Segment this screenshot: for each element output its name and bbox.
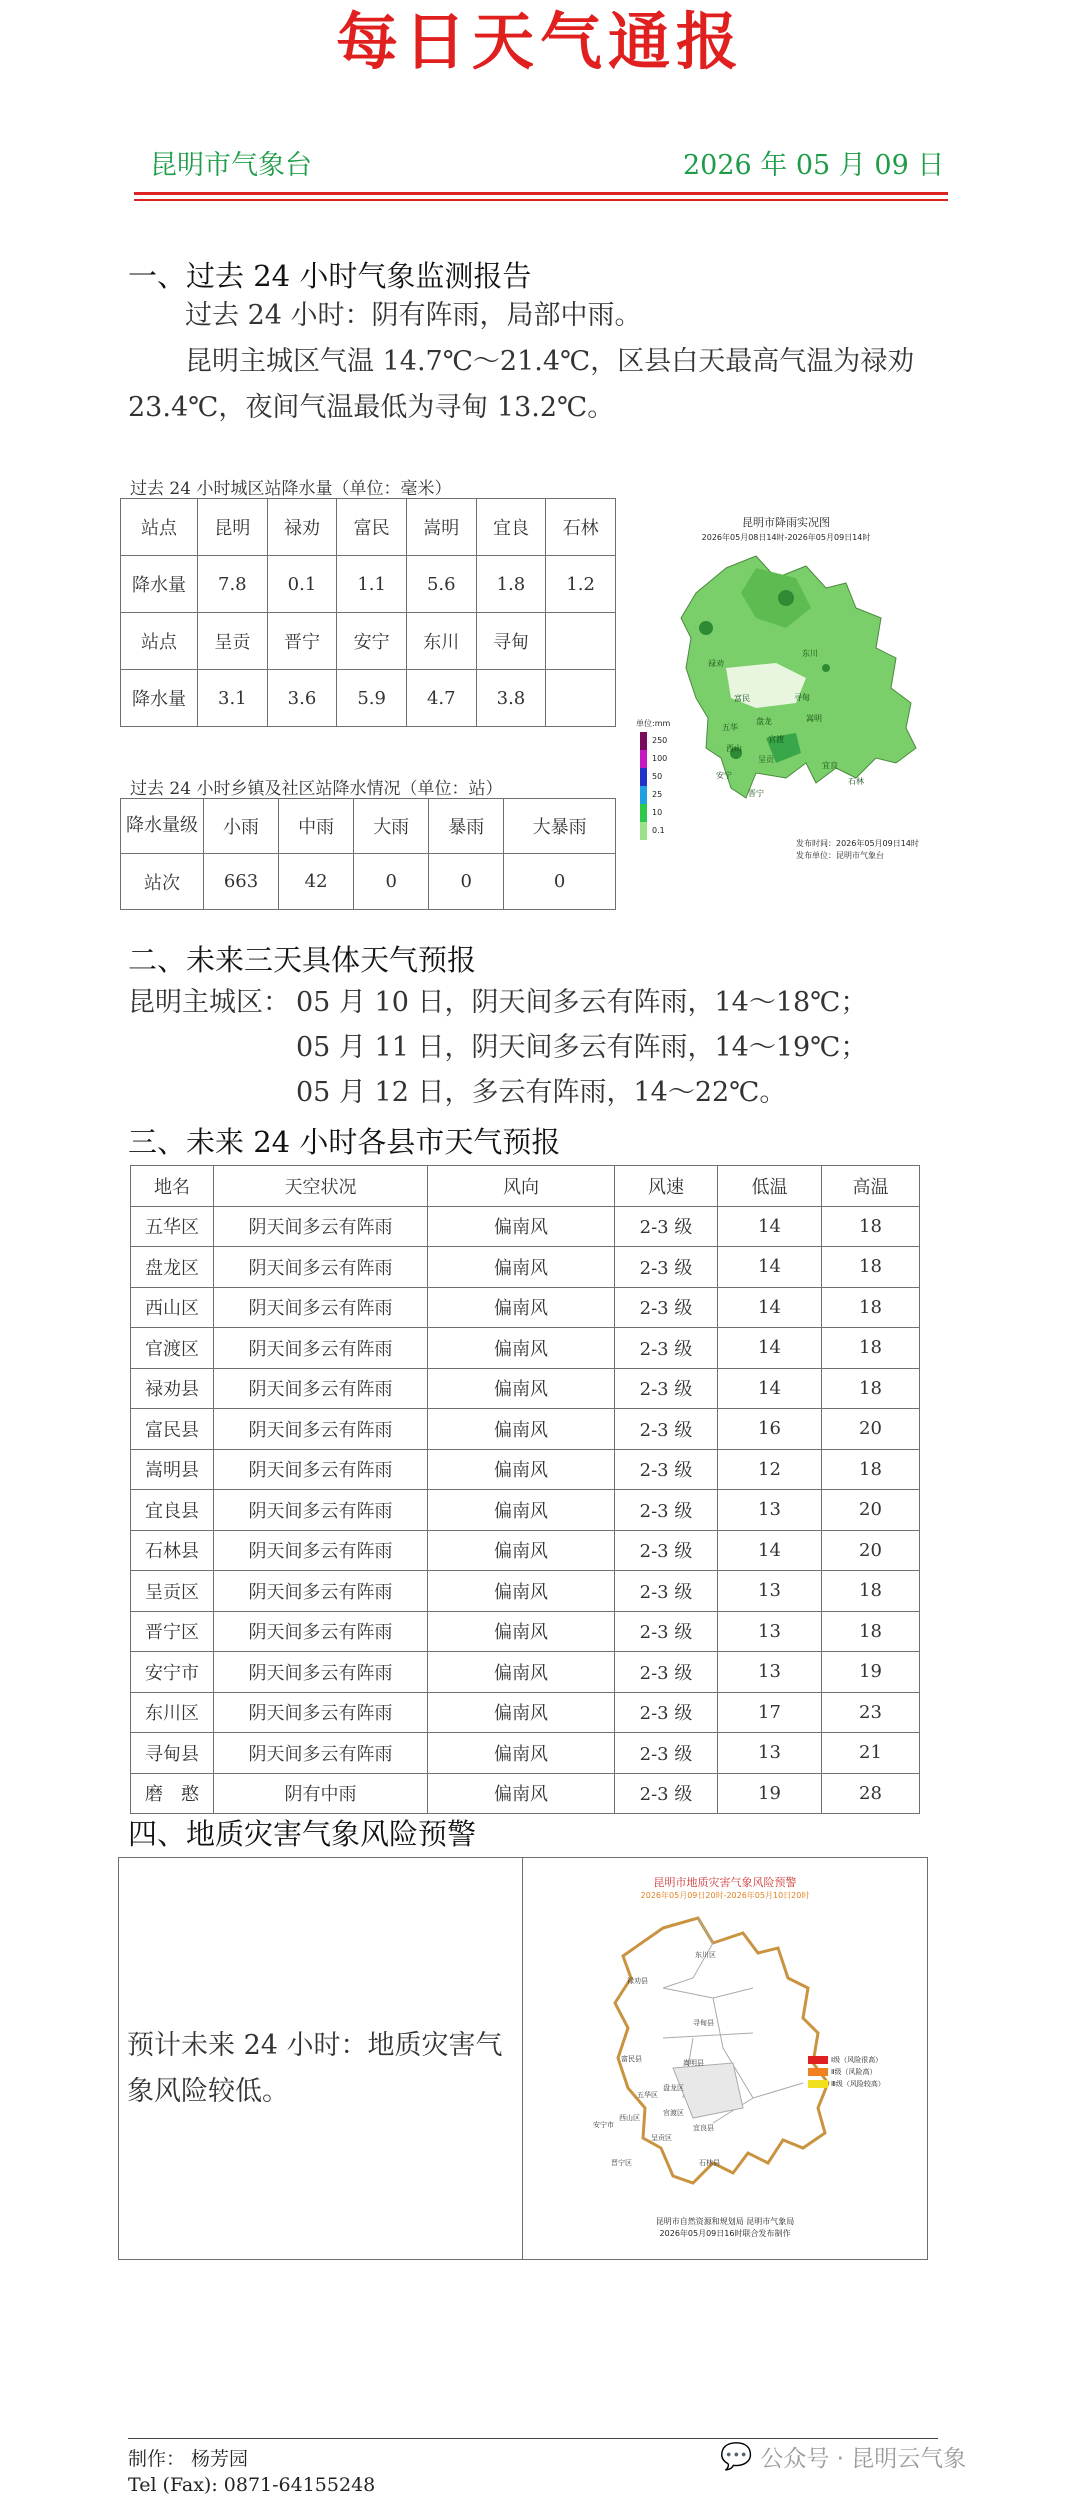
column-header: 天空状况	[214, 1166, 428, 1207]
table-cell: 磨 憨	[131, 1773, 214, 1814]
table-cell: 2-3 级	[615, 1206, 718, 1247]
hazard-text-line2: 象风险较低。	[127, 2076, 289, 2107]
grade-header-text: 降水量级	[126, 815, 198, 836]
station-cell: 石林	[546, 499, 616, 556]
table-cell: 14	[718, 1368, 822, 1409]
table-row	[131, 1368, 920, 1409]
table-cell: 五华区	[131, 1206, 214, 1247]
table-cell: 阴天间多云有阵雨	[214, 1409, 428, 1450]
table-cell: 14	[718, 1247, 822, 1288]
table-cell: 西山区	[131, 1287, 214, 1328]
hazard-box	[118, 1857, 928, 2260]
table-cell: 2-3 级	[615, 1611, 718, 1652]
wechat-icon: 💬	[720, 2441, 753, 2472]
table-cell: 偏南风	[428, 1611, 615, 1652]
column-header: 风速	[615, 1166, 718, 1207]
grade-table-caption: 过去 24 小时乡镇及社区站降水情况（单位：站）	[130, 779, 503, 799]
table-cell: 23	[822, 1692, 920, 1733]
table-cell: 阴有中雨	[214, 1773, 428, 1814]
table-cell: 19	[718, 1773, 822, 1814]
hazard-place-label: 安宁市	[593, 2121, 614, 2129]
table-cell: 12	[718, 1449, 822, 1490]
table-cell: 2-3 级	[615, 1287, 718, 1328]
header-rule-thin	[134, 199, 948, 201]
count-cell: 0	[354, 854, 429, 910]
table-cell: 晋宁区	[131, 1611, 214, 1652]
table-cell: 14	[718, 1206, 822, 1247]
table-cell: 2-3 级	[615, 1409, 718, 1450]
table-cell: 偏南风	[428, 1652, 615, 1693]
table-row	[131, 1692, 920, 1733]
rain-map-issuer: 发布单位：昆明市气象台	[796, 851, 884, 860]
report-date: 2026 年 05 月 09 日	[683, 150, 945, 181]
station-cell: 寻甸	[476, 613, 546, 670]
table-cell: 2-3 级	[615, 1773, 718, 1814]
county-forecast-table	[130, 1165, 920, 1814]
map-place-label: 禄劝	[708, 659, 724, 668]
table-row	[131, 1571, 920, 1612]
column-header: 地名	[131, 1166, 214, 1207]
precip-table	[120, 498, 616, 727]
table-cell: 阴天间多云有阵雨	[214, 1530, 428, 1571]
table-cell: 14	[718, 1328, 822, 1369]
rain-map	[636, 508, 936, 880]
hazard-place-label: 禄劝县	[627, 1977, 648, 1985]
station-cell	[546, 613, 616, 670]
value-cell: 0.1	[267, 556, 337, 613]
hazard-text-line1: 预计未来 24 小时：地质灾害气	[127, 2030, 503, 2061]
table-cell: 28	[822, 1773, 920, 1814]
station-cell: 东川	[406, 613, 476, 670]
legend-label: 25	[652, 790, 663, 799]
table-cell: 阴天间多云有阵雨	[214, 1490, 428, 1531]
table-row	[131, 1206, 920, 1247]
footer-tel: Tel (Fax): 0871-64155248	[128, 2474, 376, 2496]
legend-label: 10	[652, 808, 663, 817]
station-cell: 安宁	[337, 613, 407, 670]
table-cell: 20	[822, 1490, 920, 1531]
table-cell: 13	[718, 1733, 822, 1774]
map-place-label: 东川	[802, 649, 818, 658]
rain-legend-unit: 单位:mm	[636, 719, 671, 728]
table-row	[131, 1611, 920, 1652]
hazard-place-label: 呈贡区	[651, 2134, 672, 2142]
table-cell: 13	[718, 1652, 822, 1693]
watermark	[720, 2440, 966, 2473]
table-cell: 偏南风	[428, 1530, 615, 1571]
table-cell: 14	[718, 1287, 822, 1328]
column-header: 高温	[822, 1166, 920, 1207]
grade-cell: 大暴雨	[504, 799, 616, 854]
rain-map-issue-time: 发布时间：2026年05月09日14时	[796, 839, 919, 848]
column-header: 低温	[718, 1166, 822, 1207]
table-cell: 呈贡区	[131, 1571, 214, 1612]
table-cell: 2-3 级	[615, 1449, 718, 1490]
table-cell: 2-3 级	[615, 1368, 718, 1409]
table-cell: 2-3 级	[615, 1530, 718, 1571]
value-cell: 5.6	[406, 556, 476, 613]
hazard-place-label: 寻甸县	[693, 2019, 714, 2027]
table-row	[131, 1490, 920, 1531]
table-cell: 偏南风	[428, 1368, 615, 1409]
table-cell: 阴天间多云有阵雨	[214, 1692, 428, 1733]
table-cell: 阴天间多云有阵雨	[214, 1287, 428, 1328]
table-cell: 偏南风	[428, 1206, 615, 1247]
table-cell: 2-3 级	[615, 1652, 718, 1693]
hazard-place-label: 石林县	[699, 2159, 720, 2167]
table-cell: 2-3 级	[615, 1247, 718, 1288]
county-forecast-rows	[131, 1206, 920, 1814]
table-cell: 17	[718, 1692, 822, 1733]
forecast-line: 05 月 12 日，多云有阵雨，14～22℃。	[296, 1077, 787, 1108]
table-cell: 禄劝县	[131, 1368, 214, 1409]
table-row	[131, 1287, 920, 1328]
table-cell: 富民县	[131, 1409, 214, 1450]
row-label: 降水量	[121, 556, 198, 613]
table-cell: 18	[822, 1571, 920, 1612]
table-cell: 20	[822, 1530, 920, 1571]
table-cell: 寻甸县	[131, 1733, 214, 1774]
value-cell: 4.7	[406, 670, 476, 727]
map-place-label: 西山	[726, 744, 742, 753]
table-cell: 偏南风	[428, 1692, 615, 1733]
table-cell: 阴天间多云有阵雨	[214, 1368, 428, 1409]
grade-cell: 大雨	[354, 799, 429, 854]
table-cell: 18	[822, 1247, 920, 1288]
hazard-place-label: 宜良县	[693, 2124, 714, 2132]
watermark-text: 公众号 · 昆明云气象	[760, 2446, 967, 2472]
table-cell: 偏南风	[428, 1247, 615, 1288]
hazard-map-period: 2026年05月09日20时-2026年05月10日20时	[640, 1891, 810, 1900]
table-cell: 16	[718, 1409, 822, 1450]
table-cell: 偏南风	[428, 1490, 615, 1531]
value-cell: 1.1	[337, 556, 407, 613]
agency-name: 昆明市气象台	[150, 150, 312, 181]
station-cell: 宜良	[476, 499, 546, 556]
table-cell: 20	[822, 1409, 920, 1450]
count-cell: 0	[504, 854, 616, 910]
map-place-label: 盘龙	[756, 717, 772, 726]
table-cell: 13	[718, 1571, 822, 1612]
table-cell: 阴天间多云有阵雨	[214, 1652, 428, 1693]
hazard-place-label: 东川区	[695, 1951, 716, 1959]
hazard-map-footer-a: 昆明市自然资源和规划局 昆明市气象局	[655, 2217, 795, 2226]
table-row	[131, 1733, 920, 1774]
table-cell: 偏南风	[428, 1409, 615, 1450]
table-cell: 偏南风	[428, 1773, 615, 1814]
hazard-place-label: 富民县	[621, 2055, 642, 2063]
precip-table-caption: 过去 24 小时城区站降水量（单位：毫米）	[130, 479, 452, 499]
hazard-map	[523, 1858, 927, 2259]
table-cell: 2-3 级	[615, 1692, 718, 1733]
forecast-line: 05 月 10 日，阴天间多云有阵雨，14～18℃；	[296, 987, 868, 1018]
station-cell: 晋宁	[267, 613, 337, 670]
section1-summary: 过去 24 小时：阴有阵雨，局部中雨。	[185, 300, 642, 331]
row-label: 站点	[121, 499, 198, 556]
value-cell: 1.2	[546, 556, 616, 613]
rain-map-labels	[636, 508, 936, 880]
section1-temp-line1: 昆明主城区气温 14.7℃～21.4℃，区县白天最高气温为禄劝	[185, 346, 915, 377]
value-cell	[546, 670, 616, 727]
table-row	[131, 1773, 920, 1814]
hazard-place-label: 晋宁区	[611, 2159, 632, 2167]
table-cell: 阴天间多云有阵雨	[214, 1611, 428, 1652]
grade-cell: 中雨	[279, 799, 354, 854]
table-row	[131, 1530, 920, 1571]
row-label: 站点	[121, 613, 198, 670]
section1-heading: 一、过去 24 小时气象监测报告	[128, 259, 532, 293]
table-row	[131, 1328, 920, 1369]
table-cell: 阴天间多云有阵雨	[214, 1247, 428, 1288]
hazard-legend-label: Ⅰ级（风险很高）	[831, 2056, 883, 2064]
table-cell: 18	[822, 1328, 920, 1369]
header-rule	[134, 192, 948, 195]
map-place-label: 富民	[734, 694, 750, 703]
table-cell: 偏南风	[428, 1287, 615, 1328]
grade-cell: 暴雨	[429, 799, 504, 854]
hazard-legend-label: Ⅲ级（风险较高）	[831, 2080, 885, 2088]
map-place-label: 呈贡	[758, 755, 774, 764]
table-cell: 18	[822, 1368, 920, 1409]
table-cell: 偏南风	[428, 1571, 615, 1612]
map-place-label: 晋宁	[748, 789, 764, 798]
table-cell: 13	[718, 1611, 822, 1652]
map-place-label: 石林	[848, 777, 864, 786]
table-cell: 2-3 级	[615, 1571, 718, 1612]
table-cell: 偏南风	[428, 1449, 615, 1490]
table-row	[131, 1409, 920, 1450]
map-place-label: 寻甸	[794, 693, 810, 702]
hazard-legend-label: Ⅱ级（风险高）	[831, 2068, 877, 2076]
legend-label: 50	[652, 772, 663, 781]
station-cell: 昆明	[198, 499, 268, 556]
grade-cell: 小雨	[204, 799, 279, 854]
station-cell: 呈贡	[198, 613, 268, 670]
section2-heading: 二、未来三天具体天气预报	[128, 943, 477, 977]
map-place-label: 五华	[722, 723, 738, 732]
count-cell: 0	[429, 854, 504, 910]
hazard-place-label: 嵩明县	[683, 2059, 704, 2067]
table-cell: 东川区	[131, 1692, 214, 1733]
footer-rule	[128, 2438, 938, 2439]
table-cell: 2-3 级	[615, 1490, 718, 1531]
table-cell: 安宁市	[131, 1652, 214, 1693]
table-cell: 14	[718, 1530, 822, 1571]
count-cell: 663	[204, 854, 279, 910]
table-cell: 阴天间多云有阵雨	[214, 1571, 428, 1612]
hazard-place-label: 盘龙区	[663, 2084, 684, 2092]
grade-table	[120, 798, 616, 910]
value-cell: 3.8	[476, 670, 546, 727]
table-cell: 2-3 级	[615, 1328, 718, 1369]
table-cell: 18	[822, 1449, 920, 1490]
map-place-label: 嵩明	[806, 714, 822, 723]
value-cell: 5.9	[337, 670, 407, 727]
map-place-label: 官渡	[768, 735, 784, 744]
table-cell: 官渡区	[131, 1328, 214, 1369]
section1-temp-line2: 23.4℃，夜间气温最低为寻甸 13.2℃。	[128, 392, 615, 423]
page-title: 每日天气通报	[335, 5, 744, 78]
value-cell: 3.6	[267, 670, 337, 727]
table-cell: 阴天间多云有阵雨	[214, 1733, 428, 1774]
hazard-place-label: 官渡区	[663, 2109, 684, 2117]
legend-label: 0.1	[652, 826, 665, 835]
table-row	[131, 1652, 920, 1693]
value-cell: 7.8	[198, 556, 268, 613]
table-row	[131, 1247, 920, 1288]
hazard-place-label: 五华区	[637, 2091, 658, 2099]
value-cell: 3.1	[198, 670, 268, 727]
rain-map-period: 2026年05月08日14时-2026年05月09日14时	[701, 533, 871, 542]
hazard-map-footer-b: 2026年05月09日16时联合发布制作	[659, 2229, 791, 2238]
table-cell: 18	[822, 1611, 920, 1652]
table-cell: 21	[822, 1733, 920, 1774]
hazard-map-labels	[523, 1858, 927, 2259]
table-cell: 18	[822, 1206, 920, 1247]
map-place-label: 安宁	[716, 771, 732, 780]
map-place-label: 宜良	[822, 761, 838, 770]
table-cell: 19	[822, 1652, 920, 1693]
section3-heading: 三、未来 24 小时各县市天气预报	[128, 1125, 561, 1159]
table-cell: 宜良县	[131, 1490, 214, 1531]
footer-maker: 制作： 杨芳园	[128, 2448, 249, 2470]
value-cell: 1.8	[476, 556, 546, 613]
table-cell: 偏南风	[428, 1328, 615, 1369]
legend-label: 250	[652, 736, 668, 745]
row-label: 站次	[121, 854, 204, 910]
hazard-place-label: 西山区	[619, 2114, 640, 2122]
rain-map-title: 昆明市降雨实况图	[742, 516, 830, 529]
table-cell: 13	[718, 1490, 822, 1531]
row-label: 降水量	[121, 670, 198, 727]
table-cell: 嵩明县	[131, 1449, 214, 1490]
count-cell: 42	[279, 854, 354, 910]
hazard-map-title: 昆明市地质灾害气象风险预警	[653, 1876, 797, 1889]
station-cell: 禄劝	[267, 499, 337, 556]
forecast-prefix: 昆明主城区：	[128, 987, 290, 1018]
table-cell: 阴天间多云有阵雨	[214, 1449, 428, 1490]
column-header: 风向	[428, 1166, 615, 1207]
station-cell: 富民	[337, 499, 407, 556]
table-cell: 偏南风	[428, 1733, 615, 1774]
table-cell: 石林县	[131, 1530, 214, 1571]
forecast-line: 05 月 11 日，阴天间多云有阵雨，14～19℃；	[296, 1032, 868, 1063]
table-cell: 阴天间多云有阵雨	[214, 1328, 428, 1369]
grade-header-label	[121, 799, 204, 854]
table-cell: 盘龙区	[131, 1247, 214, 1288]
table-cell: 2-3 级	[615, 1733, 718, 1774]
legend-label: 100	[652, 754, 668, 763]
section4-heading: 四、地质灾害气象风险预警	[128, 1817, 477, 1851]
table-cell: 18	[822, 1287, 920, 1328]
table-cell: 阴天间多云有阵雨	[214, 1206, 428, 1247]
table-row	[131, 1449, 920, 1490]
station-cell: 嵩明	[406, 499, 476, 556]
